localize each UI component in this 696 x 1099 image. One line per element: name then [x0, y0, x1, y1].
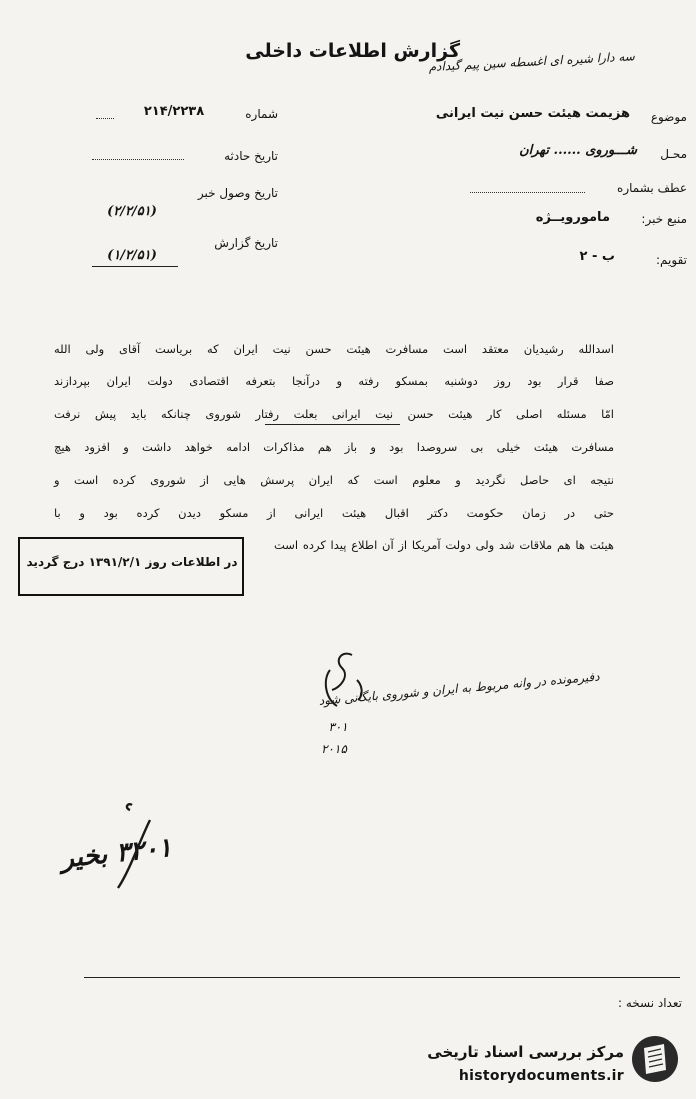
receipt-date-value: (۲/۲/۵۱) [107, 204, 157, 219]
number-label: شماره [245, 107, 278, 121]
site-watermark [404, 1030, 684, 1092]
location-label: محـل [660, 147, 687, 161]
body-line [54, 407, 614, 421]
incident-date-dots [92, 158, 184, 160]
rating-label: تقویم: [656, 253, 687, 267]
body-line: اسدالله رشیدیان معتقد است مسافرت هیئت حسن نیت ایران که بریاست آقای ولی الله [54, 342, 614, 356]
archive-number-stroke [70, 800, 170, 900]
handwritten-margin-note: سه دارا شیره ای اغسطه سین پیم گیدادم [428, 49, 636, 75]
source-value: مامورویــژه [535, 210, 610, 225]
subject-value: هزیمت هیئت حسن نیت ایرانی [435, 106, 630, 121]
source-label: منبع خبر: [641, 212, 687, 226]
reference-dots [470, 191, 585, 193]
body-line: هیئت ها هم ملاقات شد ولی دولت آمریکا از آن اطلاع پیدا کرده است [274, 538, 614, 552]
body-line: مسافرت هیئت خیلی بی سروصدا بود و باز هم مذاکرات ادامه خواهد داشت و افزود هیچ [54, 440, 614, 454]
footer-rule [84, 977, 680, 978]
watermark-title: مرکز بررسی اسناد تاریخی [427, 1043, 624, 1061]
number-dots [96, 117, 114, 119]
location-value: شـــوروی ...... تهران [519, 143, 637, 158]
annotation-code-2: ۲۰۱۵ [321, 742, 347, 756]
archive-logo-icon [630, 1034, 680, 1084]
handwritten-annotation: دفیرمونده در وانه مربوط به ایران و شوروی بایگانی شود [318, 669, 601, 708]
handwritten-signature [312, 640, 372, 710]
document-title: گزارش اطلاعات داخلی [245, 40, 460, 62]
watermark-url: historydocuments.ir [458, 1068, 624, 1084]
body-line-text: امّا مسئله اصلی کار هیئت حسن نیت ایرانی بعلت رفتار شوروی چنانکه باید پیش نرفت [54, 407, 614, 421]
stamp-text: در اطلاعات روز ۱۳۹۱/۲/۱ درج گردید [26, 555, 238, 569]
incident-date-label: تاریخ حادثه [224, 149, 278, 163]
report-date-label: تاریخ گزارش [214, 236, 278, 250]
copies-label: تعداد نسخه : [617, 996, 682, 1010]
body-line: حتی در زمان حکومت دکتر اقبال هیئت ایرانی از مسکو دیدن کرده بود و با [54, 506, 614, 520]
reference-label: عطف بشماره [617, 181, 687, 195]
report-date-underline [92, 266, 178, 267]
annotation-code-1: ۳۰۱ [328, 720, 348, 734]
publication-stamp [18, 537, 244, 596]
subject-label: موضوع [650, 110, 687, 124]
archive-number: ۳۲۰۱ بخیر [59, 832, 174, 875]
report-date-value: (۱/۲/۵۱) [107, 248, 157, 263]
receipt-date-label: تاریخ وصول خبر [197, 186, 278, 200]
rating-value: ب - ۲ [579, 249, 615, 264]
body-underline [265, 424, 400, 425]
body-line: نتیجه ای حاصل نگردید و معلوم است که ایران پرسش هایی از شوروی کرده است و [54, 473, 614, 487]
body-line: صفا قرار بود روز دوشنبه بمسکو رفته و درآنجا بتعرفه اقتصادی دولت ایران بپردازند [54, 374, 614, 388]
number-value: ۲۱۴/۲۲۳۸ [143, 104, 205, 119]
